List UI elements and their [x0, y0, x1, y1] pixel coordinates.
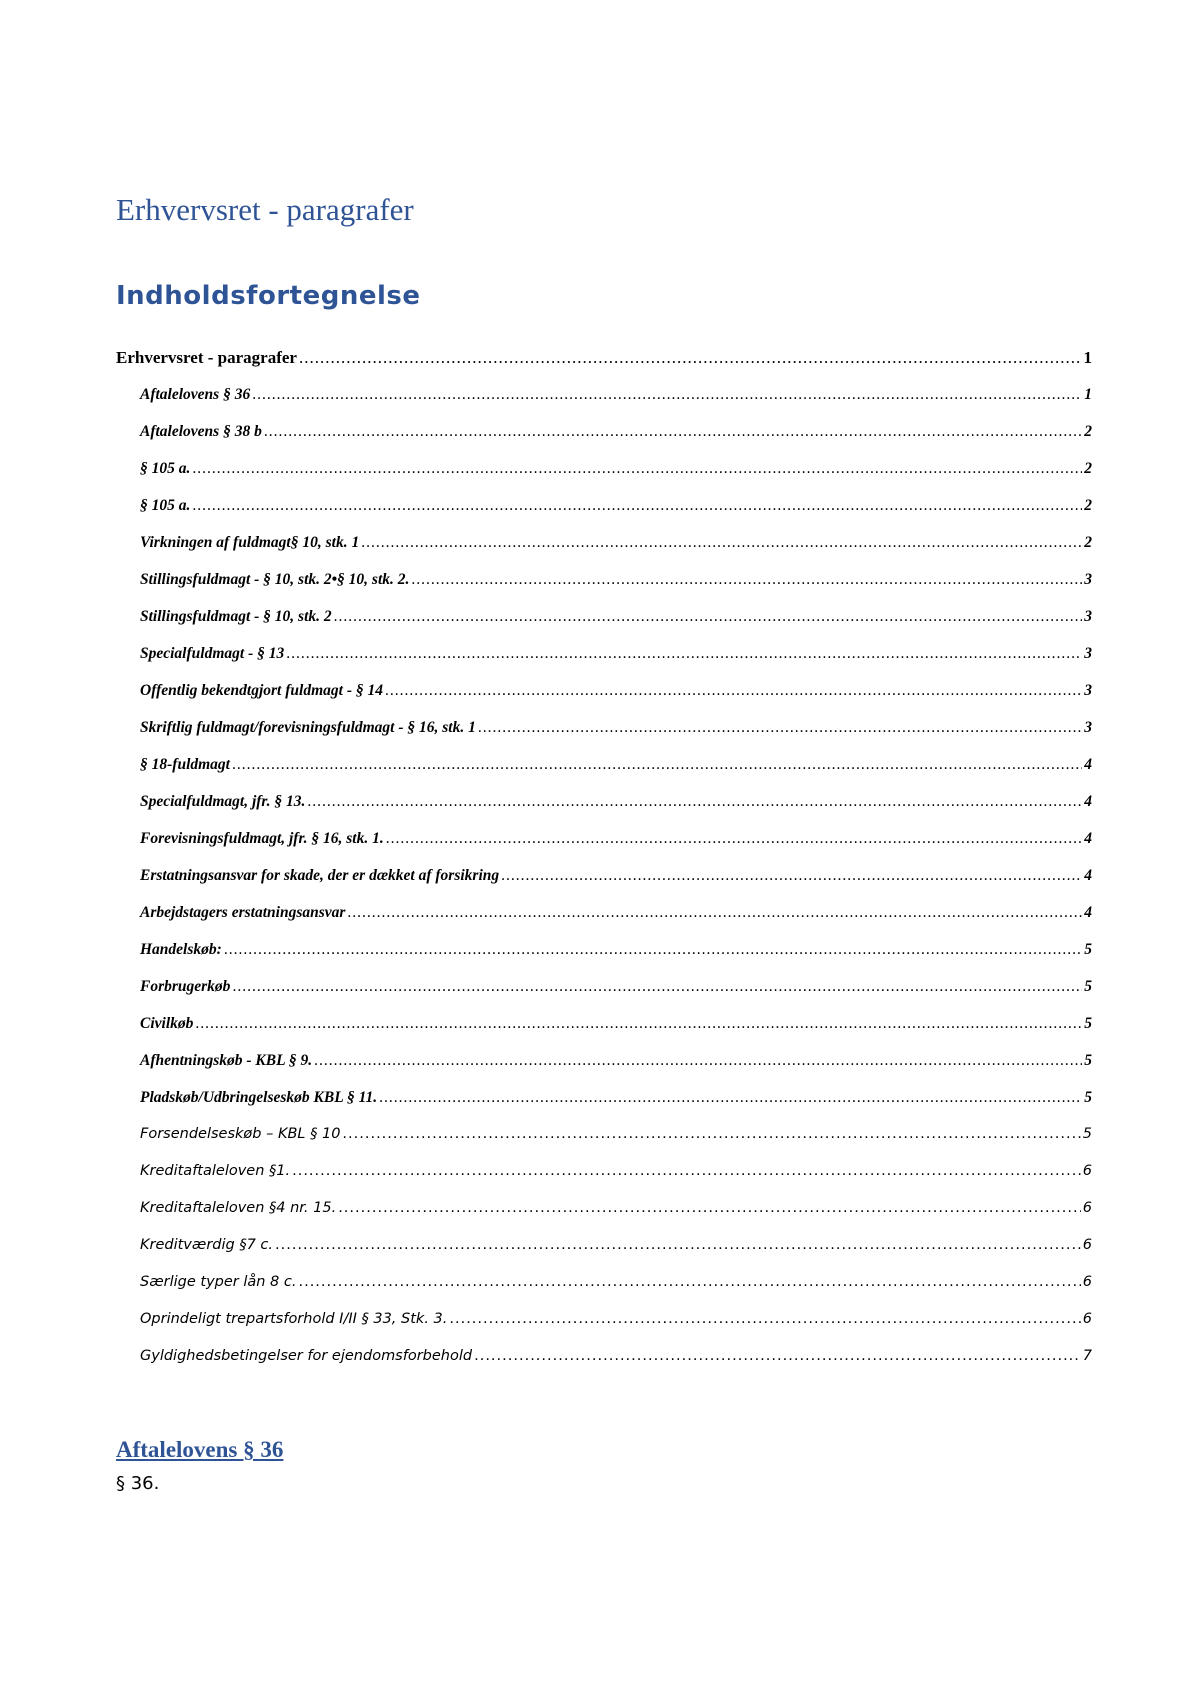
toc-page-number: 5 [1082, 1126, 1092, 1142]
toc-dot-leader [314, 1042, 1082, 1079]
toc-entry-text: Kreditværdig §7 c. [140, 1237, 273, 1253]
toc-entry-text: Aftalelovens § 38 b [140, 423, 262, 440]
toc-entry[interactable] [116, 1301, 1092, 1338]
toc-dot-leader [379, 1079, 1082, 1116]
toc-entry[interactable] [116, 635, 1092, 672]
toc-page-number: 3 [1084, 682, 1092, 699]
toc-dot-leader [252, 376, 1082, 413]
toc-dot-leader [299, 339, 1082, 376]
toc-entry[interactable] [116, 487, 1092, 524]
toc-entry-text: Skriftlig fuldmagt/forevisningsfuldmagt - § 16, stk. 1 [140, 719, 476, 736]
toc-dot-leader [192, 450, 1082, 487]
toc-entry-text: Pladskøb/Udbringelseskøb KBL § 11. [140, 1089, 378, 1106]
toc-entry-text: Stillingsfuldmagt - § 10, stk. 2 [140, 608, 332, 625]
toc-page-number: 4 [1084, 756, 1092, 773]
toc-page-number: 6 [1082, 1274, 1092, 1290]
toc-dot-leader [195, 1005, 1082, 1042]
toc-entry[interactable] [116, 1005, 1092, 1042]
toc-page-number: 6 [1082, 1200, 1092, 1216]
toc-dot-leader [338, 1190, 1081, 1227]
toc-entry[interactable] [116, 672, 1092, 709]
toc-entry-text: § 18-fuldmagt [140, 756, 230, 773]
toc-entry-text: § 105 a. [140, 460, 191, 477]
toc-dot-leader [449, 1301, 1080, 1338]
toc-page-number: 6 [1082, 1237, 1092, 1253]
toc-entry[interactable] [116, 598, 1092, 635]
toc-dot-leader [342, 1116, 1080, 1153]
toc-entry[interactable] [116, 339, 1092, 376]
toc-page-number: 2 [1084, 534, 1092, 551]
toc-entry[interactable] [116, 376, 1092, 413]
toc-entry-text: Oprindeligt trepartsforhold I/II § 33, Stk. 3. [140, 1311, 448, 1327]
toc-entry-text: § 105 a. [140, 497, 191, 514]
toc-dot-leader [298, 1264, 1080, 1301]
toc-entry[interactable] [116, 450, 1092, 487]
toc-entry[interactable] [116, 1338, 1092, 1375]
toc-dot-leader [478, 709, 1082, 746]
toc-entry[interactable] [116, 1190, 1092, 1227]
toc-dot-leader [292, 1153, 1081, 1190]
toc-entry-text: Specialfuldmagt, jfr. § 13. [140, 793, 306, 810]
toc-dot-leader [474, 1338, 1081, 1375]
toc-dot-leader [411, 561, 1082, 598]
toc-entry-text: Arbejdstagers erstatningsansvar [140, 904, 346, 921]
toc-page-number: 2 [1084, 423, 1092, 440]
toc-dot-leader [334, 598, 1083, 635]
toc-page-number: 1 [1083, 348, 1092, 367]
toc-entry[interactable] [116, 1079, 1092, 1116]
toc-page-number: 3 [1084, 608, 1092, 625]
toc-entry-text: Særlige typer lån 8 c. [140, 1274, 297, 1290]
toc-dot-leader [361, 524, 1082, 561]
toc-page-number: 3 [1084, 719, 1092, 736]
toc-entry-text: Aftalelovens § 36 [140, 386, 251, 403]
toc-heading: Indholdsfortegnelse [116, 281, 421, 311]
toc-page-number: 5 [1084, 978, 1092, 995]
toc-entry[interactable] [116, 1264, 1092, 1301]
section-heading[interactable]: Aftalelovens § 36 [116, 1437, 284, 1462]
toc-page-number: 3 [1084, 571, 1092, 588]
toc-dot-leader [385, 672, 1082, 709]
toc-page-number: 1 [1084, 386, 1092, 403]
toc-entry-text: Forbrugerkøb [140, 978, 231, 995]
table-of-contents [116, 339, 1092, 1375]
toc-entry-text: Erhvervsret - paragrafer [116, 348, 297, 367]
toc-entry[interactable] [116, 709, 1092, 746]
section-body-text: § 36. [116, 1473, 160, 1494]
toc-entry[interactable] [116, 931, 1092, 968]
toc-page-number: 5 [1084, 1089, 1092, 1106]
toc-dot-leader [286, 635, 1082, 672]
toc-dot-leader [275, 1227, 1081, 1264]
toc-entry-text: Kreditaftaleloven §1. [140, 1163, 291, 1179]
toc-entry-text: Civilkøb [140, 1015, 194, 1032]
toc-page-number: 3 [1084, 645, 1092, 662]
toc-entry-text: Gyldighedsbetingelser for ejendomsforbehold [140, 1348, 473, 1364]
toc-entry[interactable] [116, 746, 1092, 783]
toc-entry-text: Erstatningsansvar for skade, der er dækket af forsikring [140, 867, 500, 884]
toc-dot-leader [232, 746, 1082, 783]
toc-entry[interactable] [116, 968, 1092, 1005]
toc-dot-leader [192, 487, 1082, 524]
toc-page-number: 4 [1084, 867, 1092, 884]
toc-dot-leader [307, 783, 1082, 820]
toc-dot-leader [264, 413, 1082, 450]
toc-entry-text: Forevisningsfuldmagt, jfr. § 16, stk. 1. [140, 830, 384, 847]
toc-page-number: 5 [1084, 1015, 1092, 1032]
toc-dot-leader [347, 894, 1082, 931]
toc-dot-leader [224, 931, 1082, 968]
toc-entry[interactable] [116, 524, 1092, 561]
toc-page-number: 4 [1084, 830, 1092, 847]
toc-page-number: 5 [1084, 1052, 1092, 1069]
toc-dot-leader [232, 968, 1082, 1005]
toc-entry-text: Kreditaftaleloven §4 nr. 15. [140, 1200, 337, 1216]
toc-entry[interactable] [116, 820, 1092, 857]
toc-page-number: 7 [1082, 1348, 1092, 1364]
toc-entry-text: Forsendelseskøb – KBL § 10 [140, 1126, 341, 1142]
toc-entry-text: Specialfuldmagt - § 13 [140, 645, 285, 662]
toc-page-number: 2 [1084, 460, 1092, 477]
toc-dot-leader [386, 820, 1083, 857]
toc-entry[interactable] [116, 413, 1092, 450]
toc-dot-leader [501, 857, 1082, 894]
toc-entry[interactable] [116, 1042, 1092, 1079]
toc-page-number: 6 [1082, 1311, 1092, 1327]
toc-entry[interactable] [116, 561, 1092, 598]
document-title: Erhvervsret - paragrafer [116, 192, 414, 227]
toc-entry-text: Afhentningskøb - KBL § 9. [140, 1052, 313, 1069]
toc-entry[interactable] [116, 894, 1092, 931]
toc-page-number: 6 [1082, 1163, 1092, 1179]
toc-entry[interactable] [116, 1153, 1092, 1190]
toc-page-number: 5 [1084, 941, 1092, 958]
toc-entry[interactable] [116, 857, 1092, 894]
toc-page-number: 4 [1084, 793, 1092, 810]
toc-entry[interactable] [116, 1227, 1092, 1264]
toc-entry-text: Stillingsfuldmagt - § 10, stk. 2•§ 10, stk. 2. [140, 571, 410, 588]
toc-entry-text: Virkningen af fuldmagt§ 10, stk. 1 [140, 534, 360, 551]
toc-page-number: 4 [1084, 904, 1092, 921]
toc-entry[interactable] [116, 1116, 1092, 1153]
toc-page-number: 2 [1084, 497, 1092, 514]
toc-entry-text: Offentlig bekendtgjort fuldmagt - § 14 [140, 682, 383, 699]
toc-entry[interactable] [116, 783, 1092, 820]
toc-entry-text: Handelskøb: [140, 941, 222, 958]
